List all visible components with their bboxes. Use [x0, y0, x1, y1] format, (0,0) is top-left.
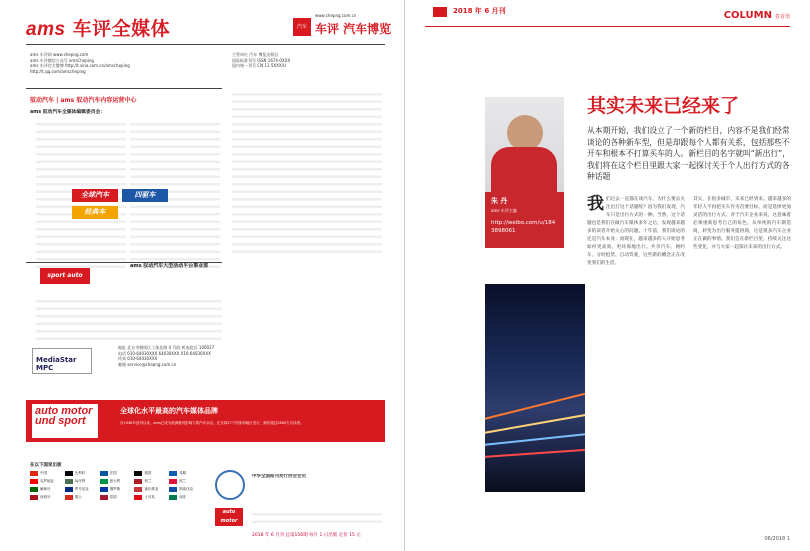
banner-title: 全球化水平最高的汽车媒体品牌: [120, 407, 218, 415]
fccc-title: 中华全国报刊发行协会会员: [252, 474, 306, 479]
country-flags: [30, 462, 200, 500]
ams-banner: [26, 400, 385, 442]
flag-icon: [65, 471, 73, 476]
magazine-logo-badge: 汽车: [293, 18, 311, 36]
magazine-url: www.chepng.com.cn: [315, 13, 357, 18]
info-line: 主管单位 汽车 博览出版社: [232, 52, 279, 57]
column-label: [724, 10, 790, 21]
footer-issue-info: 2018 年 6 月刊 总第156期 每月 1 日出版 定价 15 元: [252, 533, 361, 538]
auto-motor-sport-logo: auto motor und sport: [32, 404, 98, 438]
flag-icon: [30, 479, 38, 484]
brand-title: [26, 14, 170, 41]
author-name: 朱 丹: [491, 197, 508, 205]
country-item: [100, 487, 131, 492]
country-name: 罗马尼亚: [74, 487, 89, 491]
flag-icon: [134, 495, 142, 500]
link-line[interactable]: http://t.qq.com/amscheping: [30, 68, 86, 74]
promo-logo-1: 全球汽车: [72, 189, 118, 202]
author-weibo[interactable]: http://weibo.com/u/1843898061: [491, 220, 556, 234]
body-right-text: 其实，在很多城市，未来已经到来。越来越多的年轻人不再把买车作为首要目标，而是选择更加灵活的出行方式。对于汽车企业来说，这意味着必须重新思考自己的角色。从单纯的汽车制造商，转变为出行服务提供商，这是很多汽车企业正在做的事情。我们会在新栏目里，持续关注这些变化，并与大家一起探讨未来的出行方式。: [693, 197, 791, 250]
country-name: 法国: [109, 471, 117, 475]
right-page: [405, 0, 810, 551]
flag-icon: [169, 471, 177, 476]
body-left-text: 们过去一直都在谈汽车，为什么要去关注出行这个话题呢？因为我们发现，汽车只是出行方式的一种。当然，这个话题也是我们在做汽车媒体多年之后，发现越来越多的读者开始关心的问题。十年前，我们谈论的还是汽车本身；而现在，越来越多的人开始思考如何更高效、更环保地出行。共享汽车、网约车、分时租赁、自动驾驶，这些新的概念正在改变我们的生活。: [587, 197, 685, 266]
contact-block: [118, 345, 380, 367]
contact-line: 传真 010-64030XXX: [118, 356, 158, 361]
country-item: [65, 487, 96, 492]
country-item: [30, 487, 61, 492]
info-line: 国际标准刊号 ISSN 1674-0XXX: [232, 57, 291, 63]
center-subtitle: ams 驭动汽车全媒体编辑委员会：: [30, 110, 106, 115]
flag-icon: [100, 495, 108, 500]
flags-title: 在以下国家出版: [30, 463, 62, 468]
column-en: COLUMN: [723, 10, 772, 21]
country-item: [30, 495, 61, 500]
staff-list: [232, 88, 382, 258]
country-item: [134, 479, 165, 484]
headline: 其实未来已经来了: [587, 95, 740, 117]
flag-icon: [65, 495, 73, 500]
country-name: 德国: [144, 471, 152, 475]
flag-icon: [169, 495, 177, 500]
header-logo: [433, 7, 447, 17]
contact-line[interactable]: 邮箱 service@chepng.com.cn: [118, 361, 177, 367]
country-name: 克罗地亚: [40, 479, 54, 483]
country-name: 西班牙: [40, 495, 51, 499]
link-line[interactable]: ams 车评网 www.chepng.com: [30, 52, 89, 57]
divider: [26, 88, 222, 89]
country-item: [134, 471, 165, 476]
country-item: [30, 471, 61, 476]
fccc-seal-icon: [215, 470, 245, 500]
country-name: 波兰: [179, 479, 187, 483]
country-name: 比利时: [74, 471, 86, 475]
flag-icon: [100, 479, 108, 484]
magazine-logo: [293, 13, 392, 38]
country-item: [100, 471, 131, 476]
page-number: 06/2018 1: [764, 536, 790, 542]
country-name: 土耳其: [144, 495, 155, 499]
contact-line: 地址 北京市朝阳区工体北路 4 号院 机电院区 100027: [118, 345, 215, 350]
country-name: 中国: [40, 471, 47, 475]
issue-label: 2018 年 6 月刊: [453, 7, 506, 15]
magazine-logo-title: 车评 汽车博览: [315, 22, 392, 36]
country-name: 南非: [179, 495, 187, 499]
country-name: 泰国: [109, 495, 117, 499]
author-box: [485, 192, 564, 248]
country-item: [169, 495, 200, 500]
copyright-note: [252, 508, 382, 524]
country-name: 塞尔维亚: [144, 487, 159, 491]
auto-motor-small-logo: auto motor: [215, 508, 243, 526]
country-item: [100, 479, 131, 484]
divider: [26, 44, 385, 45]
country-name: 俄罗斯: [109, 487, 121, 491]
flag-icon: [134, 479, 142, 484]
mediastar-logo: MediaStar MPC: [32, 348, 92, 374]
flag-icon: [100, 487, 108, 492]
author-head: [507, 115, 543, 151]
link-line[interactable]: ams 车评官方微博 http://t.sina.com.cn/amscheping: [30, 63, 130, 68]
event-list: [36, 295, 222, 345]
link-line[interactable]: ams 车评微信公众号 amsCheping: [30, 57, 94, 63]
dropcap: 我: [587, 194, 604, 214]
issn-block: [232, 52, 382, 69]
flag-icon: [65, 479, 73, 484]
country-item: [134, 487, 165, 492]
column-cn: 卷首语: [774, 14, 790, 20]
flag-grid: [30, 471, 200, 500]
flag-icon: [134, 487, 142, 492]
country-item: [30, 479, 61, 484]
country-item: [169, 487, 200, 492]
links-block: [30, 52, 230, 74]
light-streak: [485, 447, 585, 458]
promo-logo-2: 四驱车: [122, 189, 168, 202]
country-item: [65, 471, 96, 476]
sport-auto-logo: sport auto: [40, 268, 90, 284]
body-column-right: [693, 196, 791, 536]
flag-icon: [169, 487, 177, 492]
country-name: 葡萄牙: [40, 487, 51, 491]
country-name: 匈牙利: [74, 479, 86, 483]
header-rule: [425, 26, 790, 27]
brand-prefix: ams: [26, 19, 66, 40]
night-road-photo: [485, 284, 585, 492]
lead-paragraph: 从本期开始，我们设立了一个新的栏目，内容不是我们经常谈论的各种新车型，但是却跟每个人都有关系，包括那些不开车和根本不打算买车的人。新栏目的名字就叫“新出行”，我们将在这个栏目里跟大家一起探讨关于个人出行方式的各种话题: [587, 126, 790, 181]
body-column-left: [587, 196, 685, 536]
country-item: [134, 495, 165, 500]
flag-icon: [30, 487, 38, 492]
country-name: 斯洛伐克: [179, 487, 194, 491]
event-section-title: ams 驭动汽车大型活动平台事业部: [130, 263, 209, 269]
country-item: [100, 495, 131, 500]
brand-name: 车评全媒体: [72, 18, 171, 40]
center-title: 驭动汽车 | ams 驭动汽车内容运营中心: [30, 97, 137, 104]
country-item: [65, 479, 96, 484]
country-name: 希腊: [179, 471, 187, 475]
country-item: [169, 471, 200, 476]
promo-logo-3: 经典车: [72, 206, 118, 219]
country-name: 荷兰: [144, 479, 152, 483]
country-name: 瑞士: [74, 495, 82, 499]
country-name: 意大利: [109, 479, 121, 483]
flag-icon: [100, 471, 108, 476]
author-role: ams 车评主编: [491, 208, 517, 213]
banner-subtitle: 自1946年创刊以来，ams已成为欧洲最具影响力的汽车杂志。在全球27个国家和地区发行，拥有超过2600万名读者。: [120, 421, 304, 425]
country-item: [169, 479, 200, 484]
light-streak: [485, 431, 585, 447]
contact-line: 电话 010-64030XXX 64030XXX 010-64030XXX: [118, 350, 211, 356]
country-item: [65, 495, 96, 500]
info-line: 国内统一刊号 CN 11-5XXX/U: [232, 63, 286, 68]
flag-icon: [30, 471, 38, 476]
flag-icon: [169, 479, 177, 484]
flag-icon: [30, 495, 38, 500]
flag-icon: [65, 487, 73, 492]
flag-icon: [134, 471, 142, 476]
